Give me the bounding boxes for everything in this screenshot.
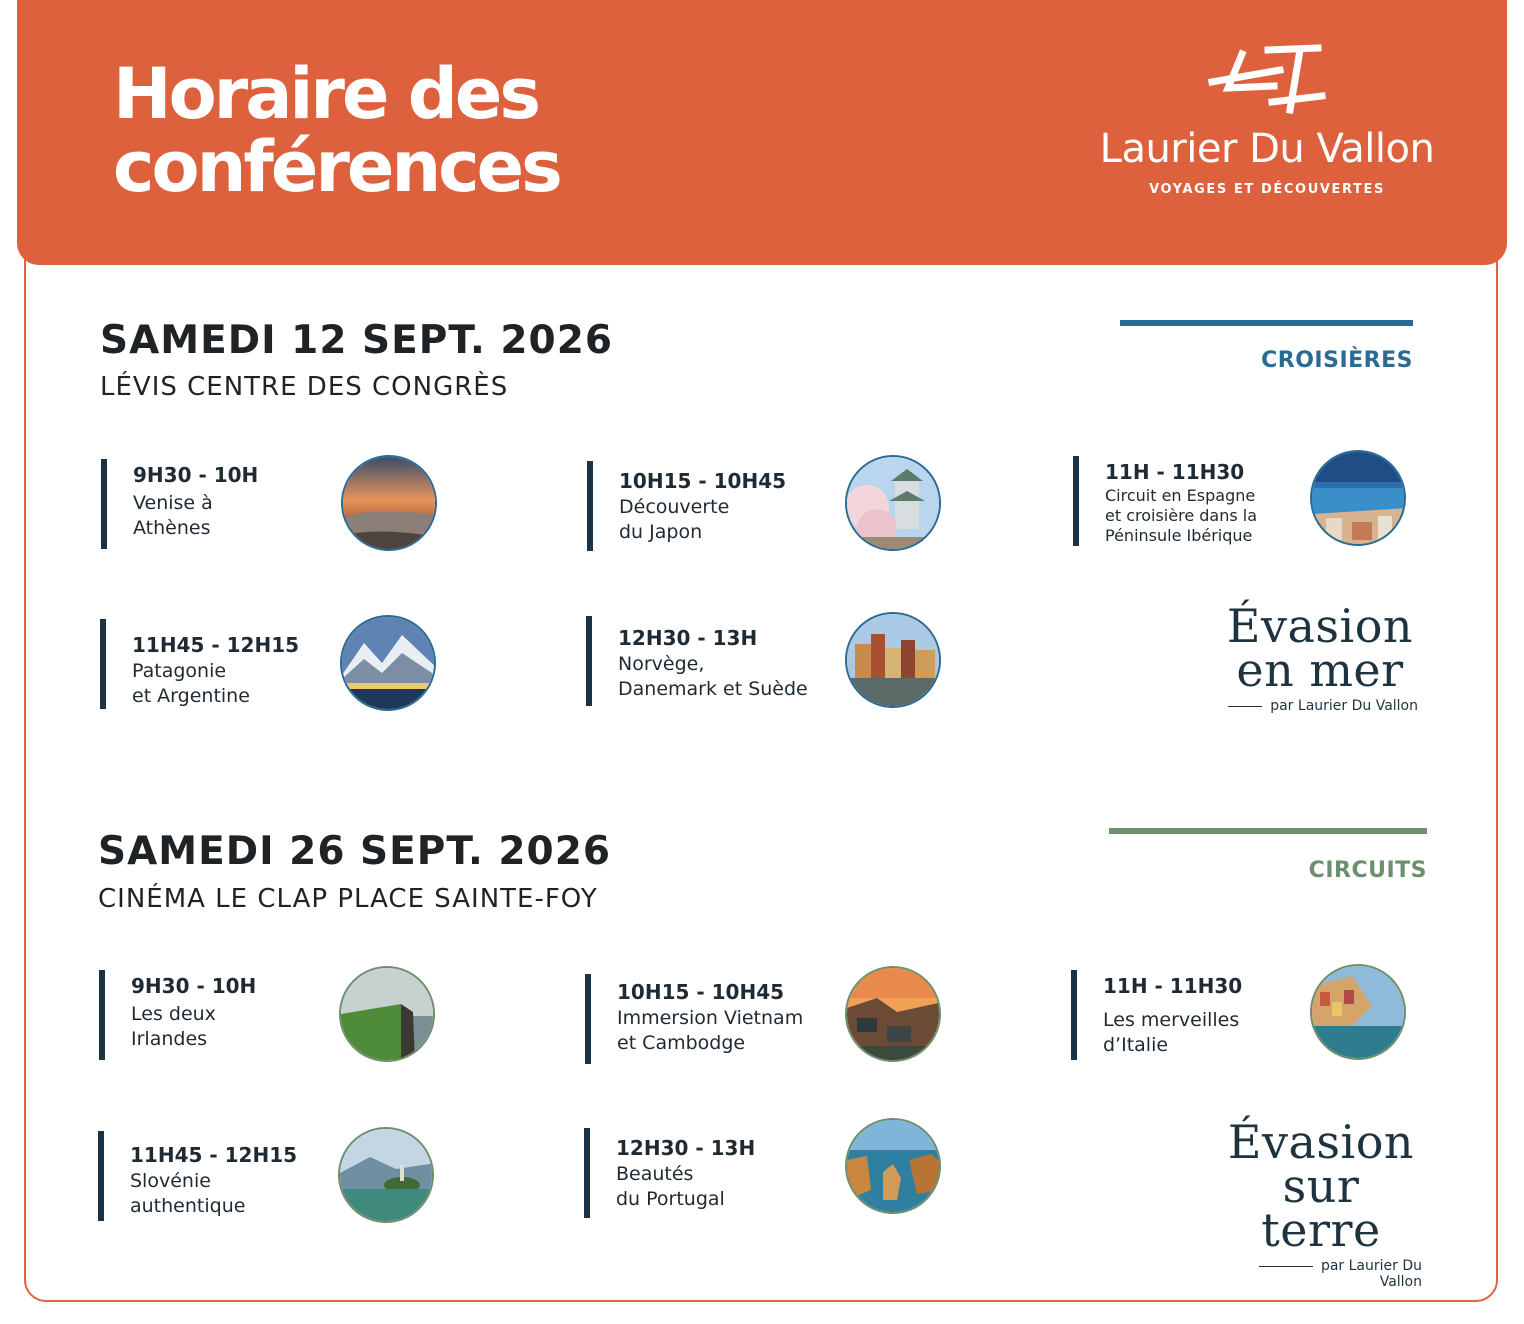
brand-name: Laurier Du Vallon xyxy=(1099,126,1435,172)
session-time: 11H45 - 12H15 xyxy=(130,1143,298,1167)
session-time: 12H30 - 13H xyxy=(618,626,758,650)
session-title: Découverte du Japon xyxy=(619,496,730,543)
brand-line-2: sur terre xyxy=(1261,1159,1381,1257)
brand-line-1: Évasion xyxy=(1227,1115,1415,1169)
session-item xyxy=(101,455,461,555)
slovenia-photo xyxy=(338,1127,434,1223)
brand-evasion-sur-terre xyxy=(1220,1115,1422,1290)
session-bar xyxy=(100,619,106,709)
patagonia-photo xyxy=(340,615,436,711)
spain-photo xyxy=(1310,450,1406,546)
brand-tagline: VOYAGES ET DÉCOUVERTES xyxy=(1149,182,1385,197)
brand-line-1: Évasion xyxy=(1226,599,1414,653)
brand-line-2: en mer xyxy=(1236,643,1404,697)
header-banner xyxy=(17,0,1507,265)
session-title: Les merveilles d’Italie xyxy=(1103,1009,1240,1056)
session-time: 10H15 - 10H45 xyxy=(619,469,787,493)
session-item xyxy=(1071,966,1431,1066)
session-time: 11H - 11H30 xyxy=(1105,460,1245,484)
brand-byline-text: par Laurier Du Vallon xyxy=(1320,1258,1422,1290)
ireland-photo xyxy=(339,966,435,1062)
byline-rule xyxy=(1259,1266,1313,1267)
vietnam-photo xyxy=(845,966,941,1062)
session-time: 11H - 11H30 xyxy=(1103,974,1243,998)
byline-rule xyxy=(1228,706,1262,707)
session-bar xyxy=(587,461,593,551)
session-item xyxy=(100,615,460,715)
session-time: 11H45 - 12H15 xyxy=(132,633,300,657)
session-title: Les deux Irlandes xyxy=(131,1003,216,1050)
brand-byline xyxy=(1220,1258,1422,1290)
brand-byline-text: par Laurier Du Vallon xyxy=(1270,698,1418,714)
session-title: Patagonie et Argentine xyxy=(132,660,250,707)
session-title: Norvège, Danemark et Suède xyxy=(618,653,808,700)
session-bar xyxy=(1073,456,1079,546)
session-title: Venise à Athènes xyxy=(133,492,213,539)
section-2-date: SAMEDI 26 SEPT. 2026 xyxy=(98,829,611,874)
session-item xyxy=(99,966,459,1066)
page-title xyxy=(113,53,560,208)
session-item xyxy=(587,455,947,555)
athens-photo xyxy=(341,455,437,551)
title-line-1: Horaire des xyxy=(113,53,539,135)
session-item xyxy=(1073,452,1433,552)
brand-evasion-en-mer xyxy=(1222,599,1418,714)
nordic-photo xyxy=(845,612,941,708)
session-item xyxy=(98,1127,458,1227)
session-bar xyxy=(99,970,105,1060)
section-1-venue: LÉVIS CENTRE DES CONGRÈS xyxy=(100,372,509,402)
session-bar xyxy=(586,616,592,706)
session-bar xyxy=(585,974,591,1064)
session-bar xyxy=(101,459,107,549)
session-time: 9H30 - 10H xyxy=(133,463,259,487)
session-title: Beautés du Portugal xyxy=(616,1163,725,1210)
session-bar xyxy=(584,1128,590,1218)
circuit-category-rule xyxy=(1109,828,1427,834)
italy-photo xyxy=(1310,964,1406,1060)
section-1-date: SAMEDI 12 SEPT. 2026 xyxy=(100,318,613,363)
brand-logo xyxy=(1077,40,1457,220)
portugal-photo xyxy=(845,1118,941,1214)
session-bar xyxy=(1071,970,1077,1060)
session-bar xyxy=(98,1131,104,1221)
session-title: Circuit en Espagne et croisière dans la Péninsule Ibérique xyxy=(1105,486,1258,545)
cruise-category-rule xyxy=(1120,320,1413,326)
section-2-venue: CINÉMA LE CLAP PLACE SAINTE-FOY xyxy=(98,884,598,914)
session-title: Immersion Vietnam et Cambodge xyxy=(617,1007,804,1054)
title-line-2: conférences xyxy=(113,126,560,208)
logo-mark-icon xyxy=(1202,40,1332,120)
session-item xyxy=(586,612,946,712)
session-time: 9H30 - 10H xyxy=(131,974,257,998)
japan-photo xyxy=(845,455,941,551)
cruise-category-label: CROISIÈRES xyxy=(1261,348,1413,373)
session-item xyxy=(585,966,945,1066)
circuit-category-label: CIRCUITS xyxy=(1308,858,1427,883)
session-title: Slovénie authentique xyxy=(130,1170,246,1217)
brand-byline xyxy=(1222,698,1418,714)
session-time: 10H15 - 10H45 xyxy=(617,980,785,1004)
session-time: 12H30 - 13H xyxy=(616,1136,756,1160)
session-item xyxy=(584,1124,944,1224)
